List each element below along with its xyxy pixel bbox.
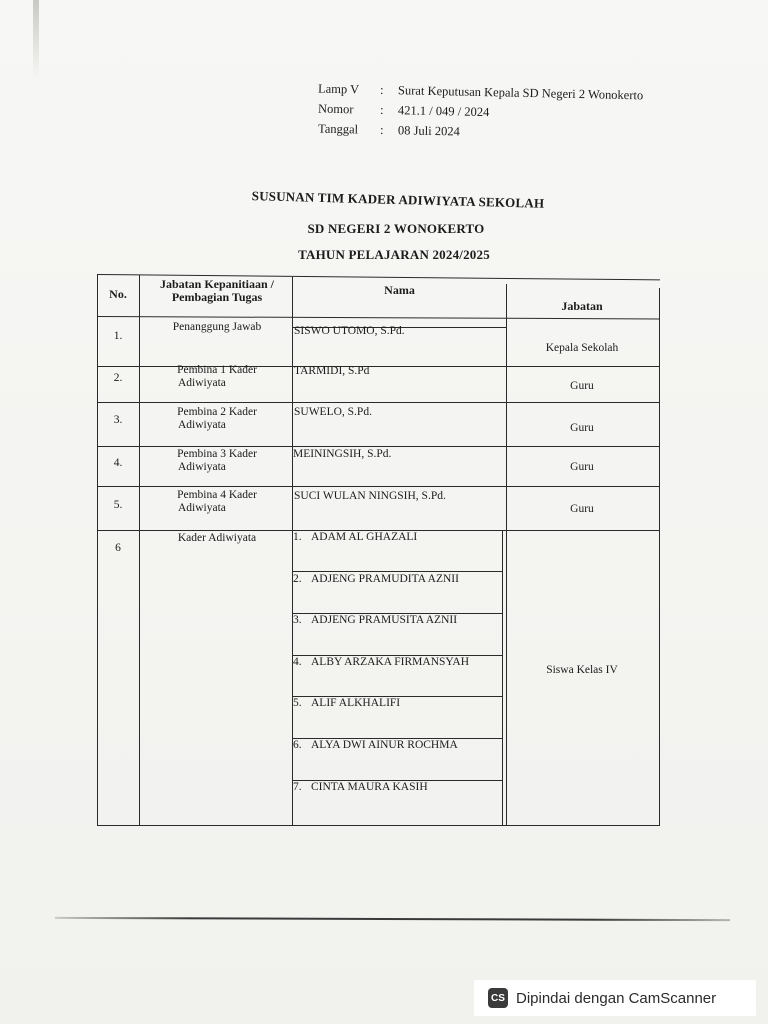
student-name: ADJENG PRAMUSITA AZNII	[311, 614, 458, 626]
document-meta	[318, 82, 643, 142]
document-title-line3: TAHUN PELAJARAN 2024/2025	[298, 247, 490, 262]
document-title-line1: SUSUNAN TIM KADER ADIWIYATA SEKOLAH	[251, 188, 545, 211]
meta-lamp-value: Surat Keputusan Kepala SD Negeri 2 Wonokerto	[397, 83, 644, 103]
row1-no: 1.	[113, 330, 123, 342]
student-row	[293, 697, 400, 709]
student-divider	[292, 571, 502, 572]
row3-jabatan: Guru	[570, 422, 594, 434]
row-divider-header	[97, 316, 660, 319]
row4-tugas	[142, 448, 292, 474]
row6-tugas: Kader Adiwiyata	[177, 532, 257, 544]
meta-colon: :	[379, 122, 384, 137]
row3-tugas	[142, 406, 292, 432]
row2-tugas	[142, 364, 292, 390]
row5-nama: SUCI WULAN NINGSIH, S.Pd.	[294, 490, 446, 502]
student-row	[293, 656, 469, 668]
row5-jabatan: Guru	[570, 503, 594, 515]
row5-tugas	[142, 489, 292, 515]
team-table	[97, 274, 660, 826]
header-no: No.	[109, 287, 127, 301]
row4-nama: MEININGSIH, S.Pd.	[293, 448, 392, 460]
row1-jabatan: Kepala Sekolah	[545, 342, 619, 354]
table-border-bottom	[97, 825, 660, 826]
row5-no: 5.	[113, 499, 123, 511]
row6-no: 6	[115, 542, 121, 554]
row3-tugas-line1: Pembina 2 Kader	[177, 406, 257, 418]
student-number: 7.	[293, 781, 302, 793]
row-divider-3	[97, 446, 660, 447]
student-name: CINTA MAURA KASIH	[311, 781, 428, 793]
row6-jabatan: Siswa Kelas IV	[546, 664, 618, 676]
row2-jabatan: Guru	[570, 380, 594, 392]
student-row	[293, 739, 458, 751]
row3-nama: SUWELO, S.Pd.	[294, 406, 372, 418]
row5-tugas-line1: Pembina 4 Kader	[177, 489, 257, 501]
meta-tanggal-value: 08 Juli 2024	[397, 123, 460, 139]
student-column-right-edge	[502, 530, 503, 825]
camscanner-watermark	[474, 980, 756, 1016]
row1-tugas: Penanggung Jawab	[172, 321, 262, 333]
row2-nama: TARMIDI, S.Pd	[294, 365, 370, 377]
meta-lamp-label: Lamp V	[317, 81, 360, 97]
row1-nama: SISWO UTOMO, S.Pd.	[294, 325, 405, 337]
row2-tugas-line1: Pembina 1 Kader	[177, 364, 257, 376]
table-border-right	[659, 288, 660, 826]
student-row	[293, 531, 417, 543]
col-divider-1	[139, 275, 140, 825]
camscanner-text: Dipindai dengan CamScanner	[516, 989, 717, 1007]
header-nama: Nama	[384, 283, 415, 297]
row4-no: 4.	[113, 457, 123, 469]
header-jabatan-kepanitiaan-line2: Pembagian Tugas	[171, 290, 263, 304]
student-number: 4.	[293, 656, 302, 668]
row3-tugas-line2: Adiwiyata	[178, 419, 226, 431]
footer-rule	[55, 917, 730, 921]
student-number: 6.	[293, 739, 302, 751]
header-jabatan-kepanitiaan-line1: Jabatan Kepanitiaan /	[159, 277, 275, 291]
header-jabatan: Jabatan	[561, 299, 603, 313]
row2-tugas-line2: Adiwiyata	[178, 377, 226, 389]
meta-colon: :	[379, 82, 384, 97]
row4-tugas-line1: Pembina 3 Kader	[177, 448, 257, 460]
meta-nomor-label: Nomor	[317, 101, 354, 117]
row4-jabatan: Guru	[570, 461, 594, 473]
student-number: 3.	[293, 614, 302, 626]
student-name: ALIF ALKHALIFI	[311, 697, 401, 709]
meta-tanggal-label: Tanggal	[317, 121, 359, 137]
student-number: 1.	[293, 531, 302, 543]
header-jabatan-kepanitiaan	[142, 278, 292, 304]
row4-tugas-line2: Adiwiyata	[178, 461, 226, 473]
student-name: ADAM AL GHAZALI	[311, 531, 418, 543]
row5-tugas-line2: Adiwiyata	[178, 502, 226, 514]
row-divider-2	[97, 402, 660, 403]
student-row	[293, 781, 428, 793]
camscanner-logo-icon: CS	[488, 988, 508, 1008]
row2-no: 2.	[113, 372, 123, 384]
scan-edge-shadow	[33, 0, 39, 80]
student-number: 2.	[293, 573, 302, 585]
student-number: 5.	[293, 697, 302, 709]
row-divider-4	[97, 486, 660, 487]
student-row	[293, 573, 459, 585]
row3-no: 3.	[113, 414, 123, 426]
student-name: ADJENG PRAMUDITA AZNII	[311, 573, 459, 585]
student-row	[293, 614, 457, 626]
meta-nomor-value: 421.1 / 049 / 2024	[397, 103, 490, 120]
meta-colon: :	[379, 102, 384, 117]
document-title-line2: SD NEGERI 2 WONOKERTO	[307, 221, 485, 236]
student-name: ALBY ARZAKA FIRMANSYAH	[311, 656, 470, 668]
student-name: ALYA DWI AINUR ROCHMA	[311, 739, 458, 751]
